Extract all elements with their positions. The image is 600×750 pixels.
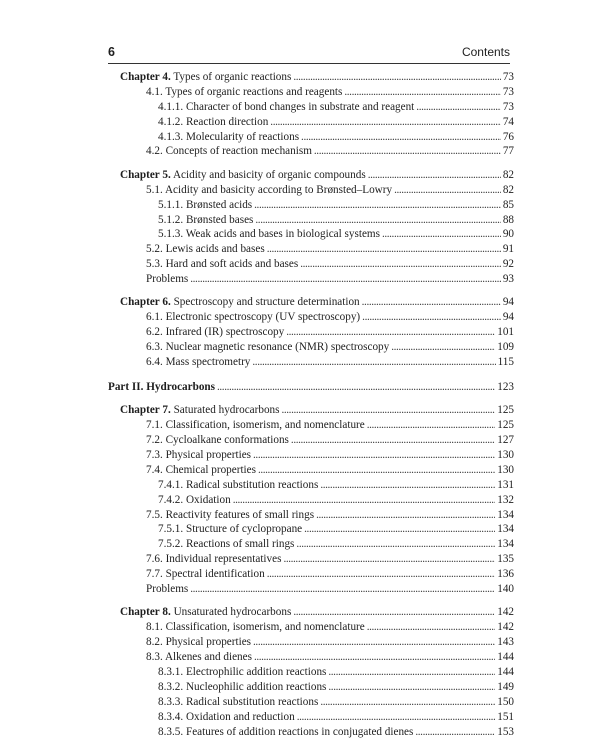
toc-entry-title bbox=[120, 168, 366, 183]
toc-entry-page: 150 bbox=[497, 695, 514, 708]
toc-entry-page: 123 bbox=[497, 380, 514, 393]
toc-leader-dots bbox=[362, 310, 501, 325]
toc-entry-title bbox=[146, 272, 188, 287]
toc-entry-page: 134 bbox=[497, 538, 514, 551]
toc-leader-dots bbox=[368, 168, 501, 183]
toc-entry[interactable] bbox=[108, 272, 514, 287]
toc-entry-page: 73 bbox=[502, 85, 514, 98]
toc-entry-title bbox=[146, 183, 392, 198]
toc-entry-text: 8.3.4. Oxidation and reduction bbox=[158, 710, 295, 723]
toc-entry[interactable] bbox=[108, 168, 514, 183]
toc-entry-text: 6.2. Infrared (IR) spectroscopy bbox=[146, 326, 285, 339]
toc-entry[interactable] bbox=[108, 433, 514, 448]
toc-leader-dots bbox=[267, 242, 501, 257]
toc-entry[interactable] bbox=[108, 620, 514, 635]
toc-entry-text: 5.1.3. Weak acids and bases in biological systems bbox=[158, 228, 380, 241]
toc-entry-title bbox=[146, 620, 365, 635]
toc-entry-label: Chapter 4. bbox=[120, 71, 171, 83]
toc-entry[interactable] bbox=[108, 198, 514, 213]
toc-entry-page: 82 bbox=[502, 183, 514, 196]
toc-entry-text: 7.2. Cycloalkane conformations bbox=[146, 434, 289, 447]
toc-entry-text: 7.5.1. Structure of cyclopropane bbox=[158, 523, 303, 536]
toc-leader-dots bbox=[415, 725, 495, 740]
toc-entry[interactable] bbox=[108, 695, 514, 710]
toc-entry[interactable] bbox=[108, 242, 514, 257]
toc-leader-dots bbox=[217, 380, 495, 395]
toc-leader-dots bbox=[320, 695, 495, 710]
section-gap bbox=[108, 370, 514, 380]
toc-entry[interactable] bbox=[108, 85, 514, 100]
toc-entry-page: 88 bbox=[502, 213, 514, 226]
toc-leader-dots bbox=[301, 130, 501, 145]
toc-entry-page: 135 bbox=[497, 553, 514, 566]
section-gap bbox=[108, 159, 514, 168]
toc-entry-page: 109 bbox=[497, 341, 514, 354]
toc-entry-page: 92 bbox=[502, 258, 514, 271]
toc-leader-dots bbox=[320, 478, 495, 493]
toc-entry-title bbox=[146, 355, 250, 370]
toc-entry-text: 7.7. Spectral identification bbox=[146, 568, 265, 581]
toc-entry[interactable] bbox=[108, 478, 514, 493]
toc-entry-text: 5.1.1. Brønsted acids bbox=[158, 198, 253, 211]
toc-entry-text: 8.3.5. Features of addition reactions in conjugated dienes bbox=[158, 725, 414, 738]
toc-leader-dots bbox=[293, 605, 495, 620]
toc-entry[interactable] bbox=[108, 257, 514, 272]
toc-entry-text: Acidity and basicity of organic compounds bbox=[170, 168, 366, 181]
toc-entry-title bbox=[146, 650, 252, 665]
toc-entry-page: 93 bbox=[502, 273, 514, 286]
toc-entry[interactable] bbox=[108, 522, 514, 537]
toc-entry-page: 131 bbox=[497, 478, 514, 491]
toc-leader-dots bbox=[394, 183, 501, 198]
toc-entry-page: 142 bbox=[497, 606, 514, 619]
toc-entry-page: 142 bbox=[497, 621, 514, 634]
page-number: 6 bbox=[108, 45, 115, 59]
toc-entry-title bbox=[158, 493, 231, 508]
toc-entry-page: 77 bbox=[502, 145, 514, 158]
toc-entry-text: 4.1.1. Character of bond changes in substrate and reagent bbox=[158, 100, 415, 113]
toc-entry-text: 4.1.2. Reaction direction bbox=[158, 115, 269, 128]
toc-entry-title bbox=[146, 310, 360, 325]
toc-entry[interactable] bbox=[108, 537, 514, 552]
toc-entry-title bbox=[158, 198, 252, 213]
toc-entry-text: 7.4.1. Radical substitution reactions bbox=[158, 478, 319, 491]
toc-entry-title bbox=[158, 478, 318, 493]
toc-entry-title bbox=[158, 537, 294, 552]
toc-entry-page: 153 bbox=[497, 725, 514, 738]
toc-entry-text: 5.1. Acidity and basicity according to Brønsted–Lowry bbox=[146, 183, 393, 196]
toc-leader-dots bbox=[255, 213, 500, 228]
toc-entry-title bbox=[146, 325, 284, 340]
toc-leader-dots bbox=[362, 295, 501, 310]
toc-entry-text: Types of organic reactions bbox=[170, 71, 292, 83]
toc-leader-dots bbox=[316, 508, 495, 523]
toc-entry-label: Chapter 5. bbox=[120, 168, 171, 181]
toc-entry-title bbox=[158, 130, 299, 145]
toc-entry-text: 8.3.1. Electrophilic addition reactions bbox=[158, 665, 327, 678]
toc-entry-page: 76 bbox=[502, 130, 514, 143]
toc-leader-dots bbox=[291, 433, 495, 448]
toc-leader-dots bbox=[282, 403, 496, 418]
toc-entry-text: Unsaturated hydrocarbons bbox=[170, 606, 292, 619]
page-header bbox=[108, 45, 510, 63]
toc-entry-title bbox=[146, 418, 365, 433]
section-gap bbox=[108, 395, 514, 404]
toc-entry-page: 151 bbox=[497, 710, 514, 723]
toc-entry[interactable] bbox=[108, 213, 514, 228]
toc-leader-dots bbox=[304, 522, 495, 537]
toc-leader-dots bbox=[270, 115, 501, 130]
toc-entry-title bbox=[146, 340, 389, 355]
toc-entry-label: Part II. Hydrocarbons bbox=[108, 380, 216, 393]
toc-entry-text: 5.1.2. Brønsted bases bbox=[158, 213, 254, 226]
toc-entry-title bbox=[146, 257, 298, 272]
toc-entry-title bbox=[146, 567, 265, 582]
toc-leader-dots bbox=[252, 355, 495, 370]
toc-entry-title bbox=[158, 710, 295, 725]
toc-leader-dots bbox=[233, 493, 496, 508]
toc-entry-text: 7.5.2. Reactions of small rings bbox=[158, 538, 295, 551]
toc-leader-dots bbox=[328, 680, 495, 695]
toc-entry-title bbox=[146, 508, 314, 523]
toc-entry-label: Chapter 8. bbox=[120, 606, 171, 619]
toc-entry-page: 134 bbox=[497, 523, 514, 536]
toc-entry-page: 94 bbox=[502, 296, 514, 309]
toc-entry[interactable] bbox=[108, 635, 514, 650]
toc-entry-title bbox=[146, 242, 265, 257]
toc-entry-page: 144 bbox=[497, 665, 514, 678]
section-gap bbox=[108, 597, 514, 606]
toc-leader-dots bbox=[391, 340, 495, 355]
toc-entry-title bbox=[146, 433, 289, 448]
toc-leader-dots bbox=[382, 227, 501, 242]
toc-leader-dots bbox=[416, 100, 501, 115]
toc-entry-page: 125 bbox=[497, 404, 514, 417]
toc-entry-title bbox=[158, 725, 413, 740]
toc-entry[interactable] bbox=[108, 144, 514, 159]
toc-entry-text: 7.1. Classification, isomerism, and nomenclature bbox=[146, 419, 365, 432]
toc-entry-text: 5.2. Lewis acids and bases bbox=[146, 243, 265, 256]
toc-entry[interactable] bbox=[108, 355, 514, 370]
toc-entry-text: 7.4. Chemical properties bbox=[146, 463, 256, 476]
toc-entry[interactable] bbox=[108, 552, 514, 567]
toc-entry[interactable] bbox=[108, 710, 514, 725]
toc-entry-text: 4.1. Types of organic reactions and reagents bbox=[146, 85, 343, 98]
toc-entry-page: 127 bbox=[497, 434, 514, 447]
toc-leader-dots bbox=[258, 463, 495, 478]
toc-entry[interactable] bbox=[108, 680, 514, 695]
toc-entry-label: Chapter 7. bbox=[120, 404, 171, 417]
toc-leader-dots bbox=[328, 665, 495, 680]
toc-entry-page: 94 bbox=[502, 311, 514, 324]
toc-entry-text: 6.4. Mass spectrometry bbox=[146, 356, 251, 369]
toc-entry-text: 8.3.2. Nucleophilic addition reactions bbox=[158, 680, 327, 693]
toc-entry-page: 74 bbox=[502, 115, 514, 128]
toc-entry[interactable] bbox=[108, 493, 514, 508]
toc-entry[interactable] bbox=[108, 340, 514, 355]
toc-entry-title bbox=[120, 403, 280, 418]
toc-entry-text: 4.1.3. Molecularity of reactions bbox=[158, 130, 300, 143]
toc-entry-title bbox=[146, 448, 251, 463]
toc-entry[interactable] bbox=[108, 605, 514, 620]
running-title: Contents bbox=[461, 45, 510, 59]
toc-leader-dots bbox=[253, 448, 495, 463]
toc-entry-title bbox=[146, 144, 312, 159]
toc-entry-page: 73 bbox=[502, 100, 514, 113]
header-rule bbox=[108, 63, 510, 64]
toc-entry[interactable] bbox=[108, 418, 514, 433]
toc-entry-text: 8.3.3. Radical substitution reactions bbox=[158, 695, 319, 708]
toc-entry[interactable] bbox=[108, 665, 514, 680]
toc-entry-title bbox=[158, 213, 253, 228]
toc-entry-title bbox=[120, 295, 360, 310]
toc-entry-page: 132 bbox=[497, 493, 514, 506]
toc-entry[interactable] bbox=[108, 650, 514, 665]
toc-entry-text: 5.3. Hard and soft acids and bases bbox=[146, 258, 299, 271]
toc-entry[interactable] bbox=[108, 115, 514, 130]
toc-leader-dots bbox=[190, 272, 501, 287]
toc-entry[interactable] bbox=[108, 403, 514, 418]
toc-entry-page: 143 bbox=[497, 636, 514, 649]
toc-entry-title bbox=[158, 227, 380, 242]
section-gap bbox=[108, 287, 514, 296]
toc-entry-title bbox=[146, 635, 251, 650]
toc-entry[interactable] bbox=[108, 130, 514, 145]
toc-entry[interactable] bbox=[108, 100, 514, 115]
toc-entry-title bbox=[120, 605, 291, 620]
toc-entry[interactable] bbox=[108, 227, 514, 242]
toc-leader-dots bbox=[286, 325, 495, 340]
toc-entry-text: 6.3. Nuclear magnetic resonance (NMR) spectroscopy bbox=[146, 341, 390, 354]
toc-entry[interactable] bbox=[108, 183, 514, 198]
toc-entry-title bbox=[146, 582, 188, 597]
toc-entry-page: 115 bbox=[497, 356, 514, 369]
toc-entry[interactable] bbox=[108, 567, 514, 582]
toc-entry[interactable] bbox=[108, 508, 514, 523]
toc-entry-text: 8.1. Classification, isomerism, and nomenclature bbox=[146, 621, 365, 634]
toc-entry[interactable] bbox=[108, 310, 514, 325]
toc-leader-dots bbox=[344, 85, 500, 100]
toc-entry-title bbox=[158, 100, 414, 115]
toc-entry-page: 130 bbox=[497, 463, 514, 476]
toc-entry-text: 4.2. Concepts of reaction mechanism bbox=[146, 145, 312, 158]
toc-entry-label: Chapter 6. bbox=[120, 296, 171, 309]
toc-entry-text: 7.6. Individual representatives bbox=[146, 553, 282, 566]
toc-entry-page: 130 bbox=[497, 448, 514, 461]
toc-leader-dots bbox=[190, 582, 495, 597]
toc-entry-page: 101 bbox=[497, 326, 514, 339]
toc-leader-dots bbox=[300, 257, 501, 272]
toc-entry-text: Saturated hydrocarbons bbox=[170, 404, 280, 417]
toc-entry-title bbox=[108, 380, 215, 395]
toc-entry-title bbox=[158, 695, 318, 710]
toc-entry-text: 8.3. Alkenes and dienes bbox=[146, 651, 252, 664]
toc-entry-title bbox=[146, 463, 256, 478]
toc-entry-title bbox=[158, 115, 268, 130]
toc-leader-dots bbox=[297, 710, 496, 725]
toc-entry-page: 136 bbox=[497, 568, 514, 581]
toc-entry-page: 82 bbox=[502, 168, 514, 181]
toc-entry-text: Spectroscopy and structure determination bbox=[170, 296, 360, 309]
toc-entry-text: 7.3. Physical properties bbox=[146, 448, 252, 461]
toc-leader-dots bbox=[283, 552, 495, 567]
toc-leader-dots bbox=[293, 70, 500, 85]
toc-entry-text: Problems bbox=[146, 583, 189, 595]
toc-entry-title bbox=[158, 522, 302, 537]
toc-entry-title bbox=[146, 552, 281, 567]
toc-leader-dots bbox=[267, 567, 496, 582]
toc-entry-page: 85 bbox=[502, 198, 514, 211]
toc-entry[interactable] bbox=[108, 295, 514, 310]
toc-entry[interactable] bbox=[108, 725, 514, 740]
toc-entry-page: 134 bbox=[497, 508, 514, 521]
toc-entry-title bbox=[120, 70, 291, 85]
toc-entry-text: Problems bbox=[146, 273, 189, 286]
toc-entry[interactable] bbox=[108, 582, 514, 597]
toc-leader-dots bbox=[253, 635, 495, 650]
toc-entry[interactable] bbox=[108, 70, 514, 85]
toc-leader-dots bbox=[367, 620, 495, 635]
toc-entry-page: 91 bbox=[502, 243, 514, 256]
toc-entry-page: 125 bbox=[497, 419, 514, 432]
table-of-contents bbox=[108, 70, 514, 739]
toc-entry[interactable] bbox=[108, 448, 514, 463]
toc-entry-text: 7.4.2. Oxidation bbox=[158, 493, 231, 506]
toc-leader-dots bbox=[254, 198, 501, 213]
toc-leader-dots bbox=[254, 650, 495, 665]
toc-entry[interactable] bbox=[108, 325, 514, 340]
toc-entry-page: 90 bbox=[502, 228, 514, 241]
toc-leader-dots bbox=[296, 537, 495, 552]
toc-entry-title bbox=[158, 665, 326, 680]
toc-entry-page: 140 bbox=[497, 583, 514, 595]
toc-entry[interactable] bbox=[108, 380, 514, 395]
toc-entry-text: 8.2. Physical properties bbox=[146, 636, 252, 649]
toc-entry-title bbox=[158, 680, 326, 695]
toc-entry[interactable] bbox=[108, 463, 514, 478]
toc-entry-text: 7.5. Reactivity features of small rings bbox=[146, 508, 315, 521]
toc-leader-dots bbox=[367, 418, 495, 433]
toc-entry-page: 149 bbox=[497, 680, 514, 693]
toc-entry-page: 144 bbox=[497, 651, 514, 664]
toc-leader-dots bbox=[314, 144, 501, 159]
toc-entry-text: 6.1. Electronic spectroscopy (UV spectroscopy) bbox=[146, 311, 361, 324]
toc-entry-title bbox=[146, 85, 342, 100]
toc-entry-page: 73 bbox=[502, 71, 514, 83]
